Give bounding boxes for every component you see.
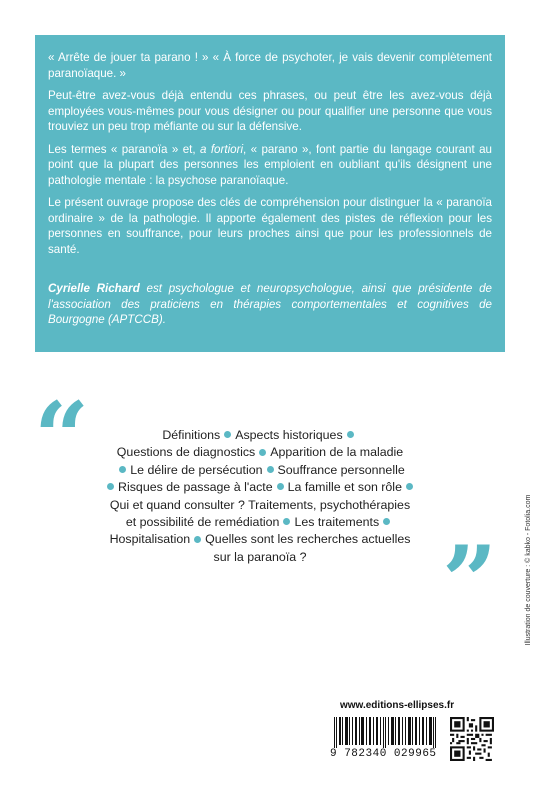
isbn-number: 9 782340 029965 <box>330 748 437 760</box>
topic-line-4 <box>80 479 440 496</box>
topic-item: Aspects historiques <box>235 428 343 442</box>
bullet-dot <box>283 518 290 525</box>
topic-item: Souffrance personnelle <box>277 462 405 477</box>
publisher-website[interactable]: www.editions-ellipses.fr <box>340 700 455 711</box>
topic-item: Les traitements <box>294 515 380 530</box>
bullet-dot <box>277 483 284 490</box>
blurb-p3-start: Les termes « paranoïa » et, <box>48 142 200 156</box>
back-cover-blurb <box>35 35 505 352</box>
blurb-paragraph-1: « Arrête de jouer ta parano ! » « À force de psychoter, je vais devenir complètement paranoïaque. » <box>48 51 492 80</box>
topic-item: Hospitalisation <box>109 532 191 547</box>
blurb-paragraph-3 <box>48 142 492 189</box>
topic-item: Quelles sont les recherches actuelles <box>205 532 411 547</box>
bullet-dot <box>267 466 274 473</box>
blurb-p3-italic: a fortiori <box>199 142 244 156</box>
bullet-dot <box>224 431 231 438</box>
bullet-dot <box>194 536 201 543</box>
topic-item: sur la paranoïa ? <box>213 549 307 564</box>
topic-line-3 <box>80 462 440 479</box>
qr-code[interactable] <box>450 717 494 761</box>
topic-item: La famille et son rôle <box>287 480 402 495</box>
topic-line-1 <box>80 427 440 444</box>
topic-item: et possibilité de remédiation <box>125 515 280 530</box>
blurb-paragraph-2: Peut-être avez-vous déjà entendu ces phrases, ou peut être les avez-vous déjà employées vous-mêmes pour vous désigner ou pour qualifier une personne que vous trouviez un peu trop méfiante ou sur la défensive. <box>48 89 492 133</box>
bullet-dot <box>119 466 126 473</box>
topic-item: Qui et quand consulter ? Traitements, psychothérapies <box>109 497 411 512</box>
topic-line-2 <box>80 444 440 461</box>
bullet-dot <box>107 483 114 490</box>
blurb-p3-end: , « parano », font partie du langage courant au point que la plupart des personnes les emploient en oubliant qu'ils désignent une pathologie mentale : la psychose paranoïaque. <box>48 142 492 187</box>
topic-item: Apparition de la maladie <box>270 445 404 460</box>
author-description: est psychologue et neuropsychologue, ainsi que présidente de l'association des praticiens en thérapies comportementales et cognitives de Bourgogne (APTCCB). <box>48 282 492 326</box>
author-name: Cyrielle Richard <box>48 282 140 295</box>
author-bio <box>48 281 492 328</box>
topic-item: Le délire de persécution <box>130 462 263 477</box>
bullet-dot <box>383 518 390 525</box>
topic-item: Questions de diagnostics <box>116 445 256 460</box>
isbn-barcode <box>332 717 444 748</box>
barcode-panel <box>326 715 500 764</box>
bullet-dot <box>259 449 266 456</box>
close-quote-mark: ” <box>442 525 498 638</box>
topic-item: Définitions <box>162 428 221 442</box>
blurb-paragraph-4: Le présent ouvrage propose des clés de compréhension pour distinguer la « paranoïa ordinaire » de la pathologie. Il apporte également des pistes de réflexion pour les personnes en souffrance, pour leurs proches ainsi que pour les professionnels de santé. <box>48 196 492 256</box>
illustration-credit: Illustration de couverture : © kabko - Fotolia.com <box>525 494 532 646</box>
topic-line-8 <box>80 549 440 566</box>
topic-list <box>80 427 440 566</box>
topic-item: Risques de passage à l'acte <box>118 480 273 495</box>
bullet-dot <box>406 483 413 490</box>
bullet-dot <box>347 431 354 438</box>
open-quote-mark: “ <box>34 381 90 494</box>
topic-line-6 <box>80 514 440 531</box>
topic-line-7 <box>80 531 440 548</box>
topic-line-5 <box>80 497 440 514</box>
